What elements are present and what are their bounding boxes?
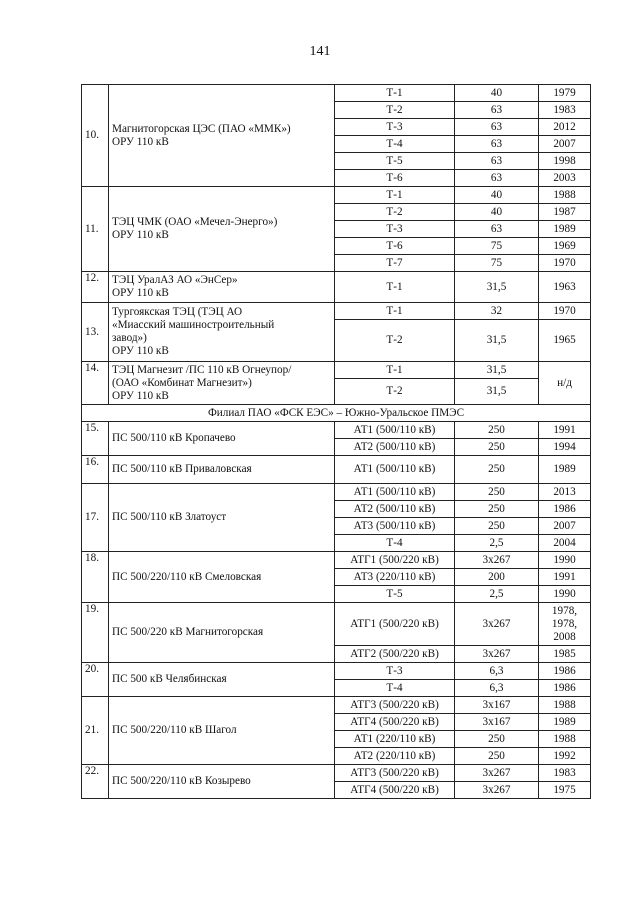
page-number: 141	[309, 44, 331, 59]
object-name: Тургоякская ТЭЦ (ТЭЦ АО «Миасский машиностроительный завод») ОРУ 110 кВ	[109, 303, 335, 362]
object-name: ПС 500/220/110 кВ Смеловская	[109, 552, 335, 603]
equipment-cell: Т-6	[335, 238, 455, 255]
year-cell: 1989	[539, 456, 591, 484]
equipment-cell: АТ1 (500/110 кВ)	[335, 456, 455, 484]
power-cell: 250	[455, 518, 539, 535]
equipment-cell: Т-3	[335, 221, 455, 238]
power-cell: 250	[455, 501, 539, 518]
table-row	[82, 697, 591, 714]
power-cell: 250	[455, 731, 539, 748]
year-cell: 2007	[539, 136, 591, 153]
table-row	[82, 303, 591, 320]
table-row	[82, 552, 591, 569]
equipment-cell: Т-1	[335, 272, 455, 303]
power-cell: 200	[455, 569, 539, 586]
year-cell: 2003	[539, 170, 591, 187]
equipment-cell: АТ3 (500/110 кВ)	[335, 518, 455, 535]
table-row	[82, 187, 591, 204]
power-cell: 75	[455, 255, 539, 272]
row-number: 20.	[82, 663, 109, 697]
object-name: ПС 500/220 кВ Магнитогорская	[109, 603, 335, 663]
table-row	[82, 422, 591, 439]
year-cell: 1979	[539, 85, 591, 102]
row-number: 14.	[82, 362, 109, 405]
equipment-cell: Т-1	[335, 303, 455, 320]
equipment-cell: Т-5	[335, 153, 455, 170]
equipment-cell: АТГ3 (500/220 кВ)	[335, 765, 455, 782]
equipment-cell: Т-2	[335, 204, 455, 221]
equipment-cell: АТГ2 (500/220 кВ)	[335, 646, 455, 663]
table-row	[82, 362, 591, 379]
power-cell: 40	[455, 85, 539, 102]
equipment-cell: АТГ4 (500/220 кВ)	[335, 714, 455, 731]
year-cell: 2012	[539, 119, 591, 136]
power-cell: 2,5	[455, 535, 539, 552]
power-cell: 31,5	[455, 320, 539, 362]
row-number: 21.	[82, 697, 109, 765]
row-number: 15.	[82, 422, 109, 456]
row-number: 22.	[82, 765, 109, 799]
year-cell: 1963	[539, 272, 591, 303]
year-cell: 2013	[539, 484, 591, 501]
power-cell: 63	[455, 119, 539, 136]
equipment-cell: АТГ1 (500/220 кВ)	[335, 552, 455, 569]
row-number: 18.	[82, 552, 109, 603]
power-cell: 3х267	[455, 646, 539, 663]
year-cell: 1990	[539, 586, 591, 603]
power-cell: 63	[455, 170, 539, 187]
equipment-cell: Т-4	[335, 680, 455, 697]
equipment-cell: АТГ4 (500/220 кВ)	[335, 782, 455, 799]
table-row	[82, 484, 591, 501]
row-number: 16.	[82, 456, 109, 484]
power-cell: 250	[455, 456, 539, 484]
object-name: Магнитогорская ЦЭС (ПАО «ММК») ОРУ 110 кВ	[109, 85, 335, 187]
row-number: 12.	[82, 272, 109, 303]
year-cell: 1970	[539, 303, 591, 320]
year-cell: 1985	[539, 646, 591, 663]
year-cell: 2004	[539, 535, 591, 552]
equipment-cell: Т-4	[335, 535, 455, 552]
year-cell: 1991	[539, 569, 591, 586]
year-cell: 1983	[539, 102, 591, 119]
equipment-cell: Т-4	[335, 136, 455, 153]
year-cell: 1975	[539, 782, 591, 799]
power-cell: 6,3	[455, 663, 539, 680]
row-number: 13.	[82, 303, 109, 362]
power-cell: 63	[455, 136, 539, 153]
power-cell: 3х267	[455, 552, 539, 569]
year-cell: 1965	[539, 320, 591, 362]
equipment-cell: АТ1 (500/110 кВ)	[335, 422, 455, 439]
power-cell: 40	[455, 187, 539, 204]
equipment-cell: Т-2	[335, 379, 455, 405]
year-cell: 1970	[539, 255, 591, 272]
branch-heading: Филиал ПАО «ФСК ЕЭС» – Южно-Уральское ПМЭС	[82, 405, 591, 422]
equipment-cell: АТ2 (500/110 кВ)	[335, 501, 455, 518]
power-cell: 3х167	[455, 714, 539, 731]
power-cell: 63	[455, 221, 539, 238]
year-cell: 1988	[539, 697, 591, 714]
year-cell: 1986	[539, 663, 591, 680]
object-name: ПС 500 кВ Челябинская	[109, 663, 335, 697]
year-cell: н/д	[539, 362, 591, 405]
power-cell: 2,5	[455, 586, 539, 603]
year-cell: 1989	[539, 714, 591, 731]
object-name: ПС 500/110 кВ Златоуст	[109, 484, 335, 552]
year-cell: 1998	[539, 153, 591, 170]
power-cell: 250	[455, 422, 539, 439]
equipment-cell: Т-3	[335, 663, 455, 680]
equipment-cell: Т-2	[335, 102, 455, 119]
year-cell: 1986	[539, 680, 591, 697]
power-cell: 250	[455, 439, 539, 456]
equipment-cell: Т-1	[335, 187, 455, 204]
equipment-cell: АТГ3 (500/220 кВ)	[335, 697, 455, 714]
power-cell: 3х267	[455, 782, 539, 799]
equipment-cell: Т-3	[335, 119, 455, 136]
equipment-cell: АТ3 (220/110 кВ)	[335, 569, 455, 586]
power-cell: 31,5	[455, 379, 539, 405]
row-number: 19.	[82, 603, 109, 663]
equipment-cell: Т-2	[335, 320, 455, 362]
year-cell: 1978, 1978, 2008	[539, 603, 591, 646]
power-cell: 75	[455, 238, 539, 255]
power-cell: 250	[455, 484, 539, 501]
power-cell: 31,5	[455, 362, 539, 379]
year-cell: 1988	[539, 187, 591, 204]
year-cell: 1986	[539, 501, 591, 518]
table-row	[82, 765, 591, 782]
power-cell: 6,3	[455, 680, 539, 697]
year-cell: 1983	[539, 765, 591, 782]
table-row	[82, 272, 591, 303]
object-name: ПС 500/110 кВ Приваловская	[109, 456, 335, 484]
equipment-cell: Т-7	[335, 255, 455, 272]
table-row	[82, 663, 591, 680]
object-name: ПС 500/220/110 кВ Козырево	[109, 765, 335, 799]
table-row	[82, 85, 591, 102]
table-row	[82, 603, 591, 646]
object-name: ПС 500/220/110 кВ Шагол	[109, 697, 335, 765]
equipment-cell: Т-5	[335, 586, 455, 603]
equipment-cell: АТ2 (500/110 кВ)	[335, 439, 455, 456]
equipment-cell: Т-6	[335, 170, 455, 187]
power-cell: 63	[455, 102, 539, 119]
year-cell: 1987	[539, 204, 591, 221]
year-cell: 2007	[539, 518, 591, 535]
object-name: ТЭЦ Магнезит /ПС 110 кВ Огнеупор/ (ОАО «Комбинат Магнезит») ОРУ 110 кВ	[109, 362, 335, 405]
power-cell: 63	[455, 153, 539, 170]
power-cell: 3х167	[455, 697, 539, 714]
year-cell: 1969	[539, 238, 591, 255]
object-name: ТЭЦ ЧМК (ОАО «Мечел-Энерго») ОРУ 110 кВ	[109, 187, 335, 272]
year-cell: 1988	[539, 731, 591, 748]
equipment-cell: АТГ1 (500/220 кВ)	[335, 603, 455, 646]
power-cell: 32	[455, 303, 539, 320]
object-name: ПС 500/110 кВ Кропачево	[109, 422, 335, 456]
equipment-table	[81, 84, 591, 799]
equipment-cell: Т-1	[335, 85, 455, 102]
year-cell: 1990	[539, 552, 591, 569]
table-row	[82, 405, 591, 422]
equipment-cell: Т-1	[335, 362, 455, 379]
row-number: 11.	[82, 187, 109, 272]
year-cell: 1989	[539, 221, 591, 238]
equipment-cell: АТ1 (500/110 кВ)	[335, 484, 455, 501]
year-cell: 1994	[539, 439, 591, 456]
year-cell: 1991	[539, 422, 591, 439]
row-number: 17.	[82, 484, 109, 552]
power-cell: 3х267	[455, 603, 539, 646]
power-cell: 3х267	[455, 765, 539, 782]
table-row	[82, 456, 591, 484]
equipment-cell: АТ2 (220/110 кВ)	[335, 748, 455, 765]
object-name: ТЭЦ УралАЗ АО «ЭнСер» ОРУ 110 кВ	[109, 272, 335, 303]
power-cell: 31,5	[455, 272, 539, 303]
year-cell: 1992	[539, 748, 591, 765]
equipment-cell: АТ1 (220/110 кВ)	[335, 731, 455, 748]
power-cell: 40	[455, 204, 539, 221]
power-cell: 250	[455, 748, 539, 765]
row-number: 10.	[82, 85, 109, 187]
